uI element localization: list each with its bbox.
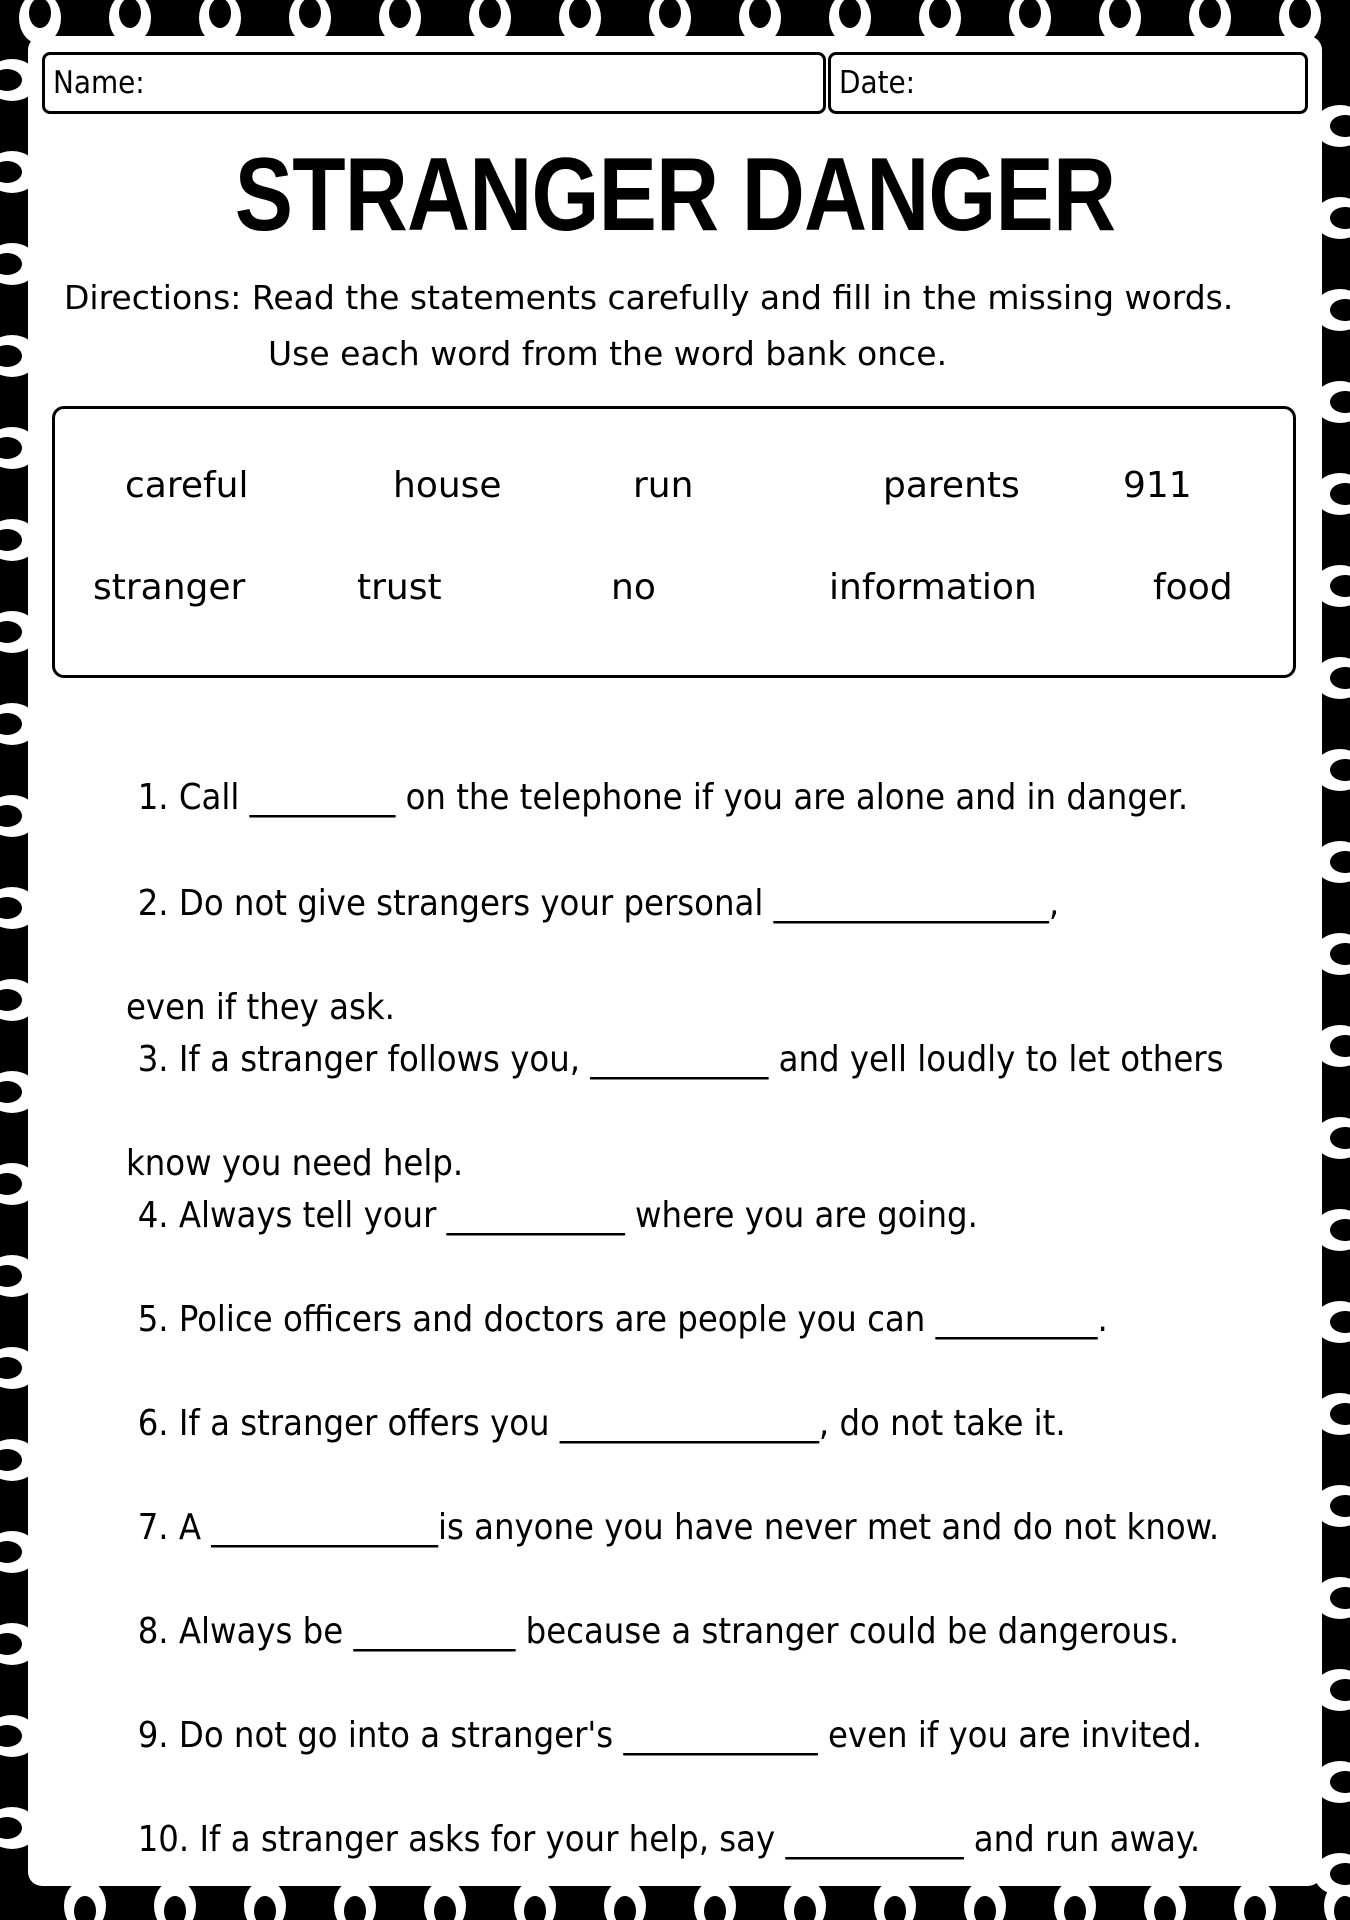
question-text: 7. A ______________is anyone you have never met and do not know. [137,1507,1220,1548]
word-bank-item: house [393,465,502,506]
question-text: 9. Do not go into a stranger's ____________ even if you are invited. [137,1715,1203,1756]
directions-line-1: Directions: Read the statements carefully and fill in the missing words. [64,278,1234,317]
question-text: 5. Police officers and doctors are people you can __________. [137,1299,1108,1340]
directions [64,270,1294,382]
question-item [76,1762,1200,1918]
question-text: 3. If a stranger follows you, ___________ and yell loudly to let others [137,1039,1224,1080]
word-bank-item: stranger [93,567,246,608]
question-text: 6. If a stranger offers you ________________, do not take it. [137,1403,1066,1444]
word-bank-item: information [829,567,1037,608]
word-bank-item: 911 [1123,465,1192,506]
word-bank [52,406,1296,678]
name-label: Name: [53,65,145,101]
question-text: 1. Call _________ on the telephone if you are alone and in danger. [137,777,1189,818]
name-field[interactable] [42,52,826,114]
word-bank-item: food [1153,567,1233,608]
word-bank-item: no [611,567,656,608]
question-text: 8. Always be __________ because a stranger could be dangerous. [137,1611,1180,1652]
worksheet-page [28,36,1322,1886]
question-text: 10. If a stranger asks for your help, say ___________ and run away. [137,1819,1201,1860]
date-label: Date: [839,65,916,101]
directions-line-2: Use each word from the word bank once. [268,334,948,373]
word-bank-item: parents [883,465,1020,506]
question-continuation: know you need help. [126,1143,464,1184]
word-bank-item: careful [125,465,249,506]
question-text: 4. Always tell your ___________ where you are going. [137,1195,978,1236]
question-text: 2. Do not give strangers your personal _________________, [137,883,1060,924]
word-bank-item: run [633,465,694,506]
border-loop-ornament [1234,1880,1276,1920]
page-title: STRANGER DANGER [234,137,1116,253]
word-bank-item: trust [357,567,442,608]
question-continuation: even if they ask. [126,987,395,1028]
date-field[interactable] [828,52,1308,114]
